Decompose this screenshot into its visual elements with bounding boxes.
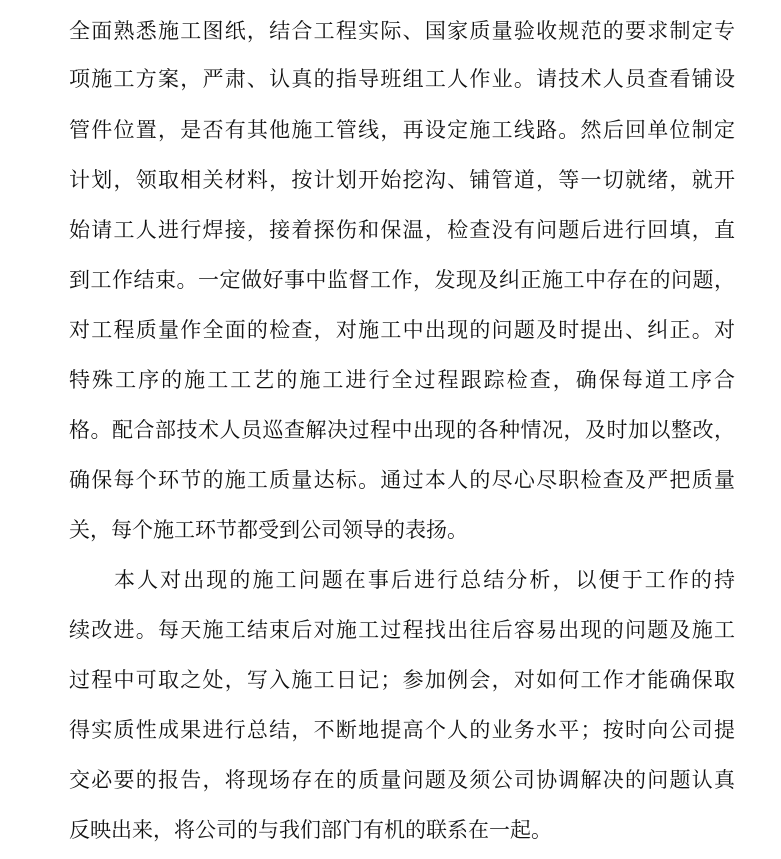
paragraph-2-line-1: 本人对出现的施工问题在事后进行总结分析，以便于工作的持 xyxy=(114,568,735,592)
paragraph-1-line-7: 对工程质量作全面的检查，对施工中出现的问题及时提出、纠正。对 xyxy=(69,318,735,342)
paragraph-2-line-2: 续改进。每天施工结束后对施工过程找出往后容易出现的问题及施工 xyxy=(69,618,735,642)
paragraph-1-line-4: 计划，领取相关材料，按计划开始挖沟、铺管道，等一切就绪，就开 xyxy=(69,168,735,192)
paragraph-2-line-5: 交必要的报告，将现场存在的质量问题及须公司协调解决的问题认真 xyxy=(69,768,735,792)
paragraph-2-line-6: 反映出来，将公司的与我们部门有机的联系在一起。 xyxy=(69,818,552,842)
paragraph-1-line-6: 到工作结束。一定做好事中监督工作，发现及纠正施工中存在的问题， xyxy=(69,268,735,292)
paragraph-1-line-5: 始请工人进行焊接，接着探伤和保温，检查没有问题后进行回填，直 xyxy=(69,218,735,242)
paragraph-1-line-11: 关，每个施工环节都受到公司领导的表扬。 xyxy=(69,518,468,542)
paragraph-1-line-3: 管件位置，是否有其他施工管线，再设定施工线路。然后回单位制定 xyxy=(69,118,735,142)
paragraph-1-line-1: 全面熟悉施工图纸，结合工程实际、国家质量验收规范的要求制定专 xyxy=(69,19,735,43)
paragraph-1-line-10: 确保每个环节的施工质量达标。通过本人的尽心尽职检查及严把质量 xyxy=(69,468,735,492)
paragraph-2-line-3: 过程中可取之处，写入施工日记；参加例会，对如何工作才能确保取 xyxy=(69,668,735,692)
paragraph-1-line-2: 项施工方案，严肃、认真的指导班组工人作业。请技术人员查看铺设 xyxy=(69,67,735,91)
paragraph-1-line-8: 特殊工序的施工工艺的施工进行全过程跟踪检查，确保每道工序合 xyxy=(69,368,735,392)
paragraph-2-line-4: 得实质性成果进行总结，不断地提高个人的业务水平；按时向公司提 xyxy=(69,718,735,742)
paragraph-1-line-9: 格。配合部技术人员巡查解决过程中出现的各种情况，及时加以整改， xyxy=(69,418,735,442)
